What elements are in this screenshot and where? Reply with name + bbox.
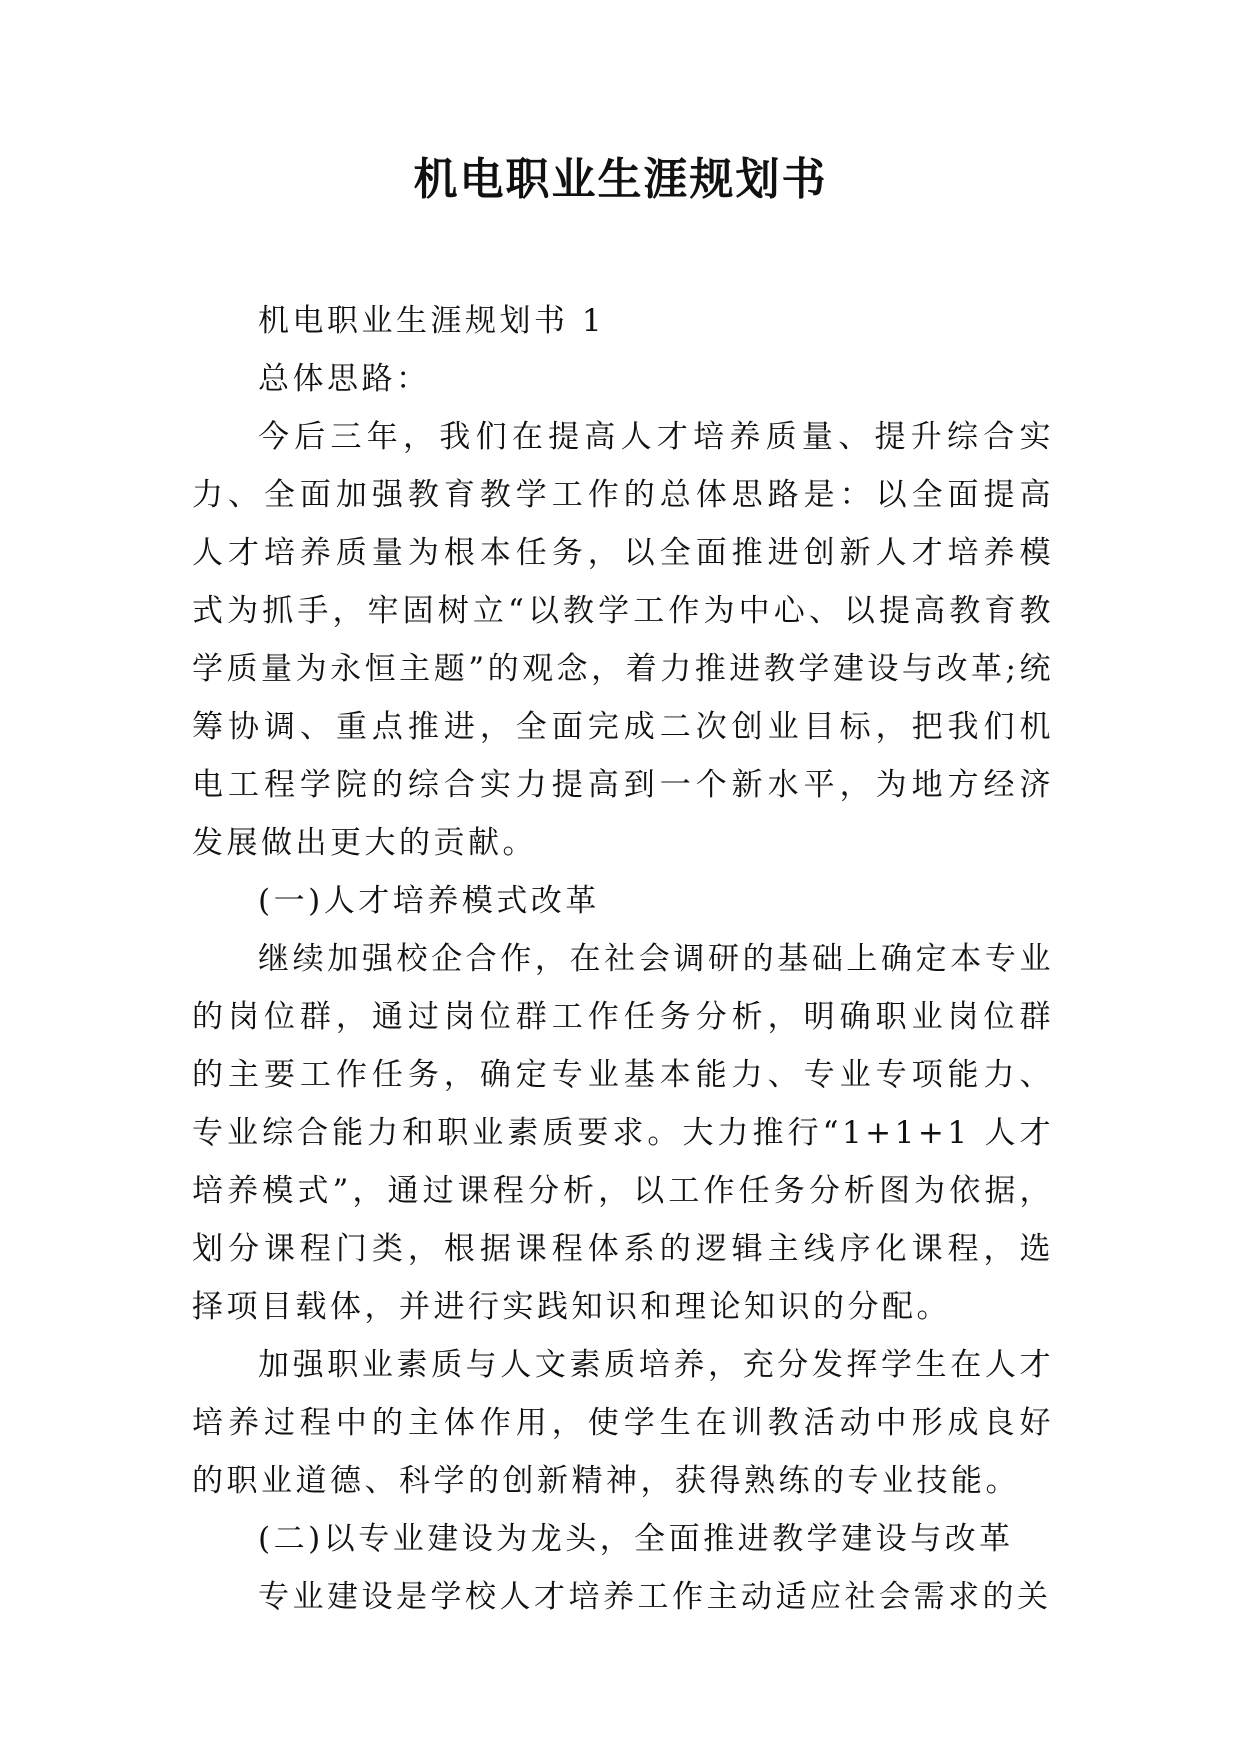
paragraph-specialty-building: 专业建设是学校人才培养工作主动适应社会需求的关 (258, 1579, 1052, 1615)
paragraph-heading-overall: 总体思路： (258, 361, 431, 397)
paragraph-heading-section-1: (一)人才培养模式改革 (258, 883, 600, 919)
document-title: 机电职业生涯规划书 (413, 154, 828, 205)
paragraph-heading-section-2: (二)以专业建设为龙头，全面推进教学建设与改革 (258, 1521, 1014, 1557)
document-body (192, 292, 1054, 1626)
paragraph-overall-approach: 今后三年，我们在提高人才培养质量、提升综合实力、全面加强教育教学工作的总体思路是：以全面提高人才培养质量为根本任务，以全面推进创新人才培养模式为抓手，牢固树立“以教学工作为中心、以提高教育教学质量为永恒主题”的观念，着力推进教学建设与改革;统筹协调、重点推进，全面完成二次创业目标，把我们机电工程学院的综合实力提高到一个新水平，为地方经济发展做出更大的贡献。 (192, 419, 1054, 861)
paragraph-subtitle: 机电职业生涯规划书 1 (258, 303, 606, 339)
paragraph-school-enterprise: 继续加强校企合作，在社会调研的基础上确定本专业的岗位群，通过岗位群工作任务分析，明确职业岗位群的主要工作任务，确定专业基本能力、专业专项能力、专业综合能力和职业素质要求。大力推行“1+1+1 人才培养模式”，通过课程分析，以工作任务分析图为依据，划分课程门类，根据课程体系的逻辑主线序化课程，选择项目载体，并进行实践知识和理论知识的分配。 (192, 941, 1054, 1325)
paragraph-quality-training: 加强职业素质与人文素质培养，充分发挥学生在人才培养过程中的主体作用，使学生在训教活动中形成良好的职业道德、科学的创新精神，获得熟练的专业技能。 (192, 1347, 1054, 1499)
